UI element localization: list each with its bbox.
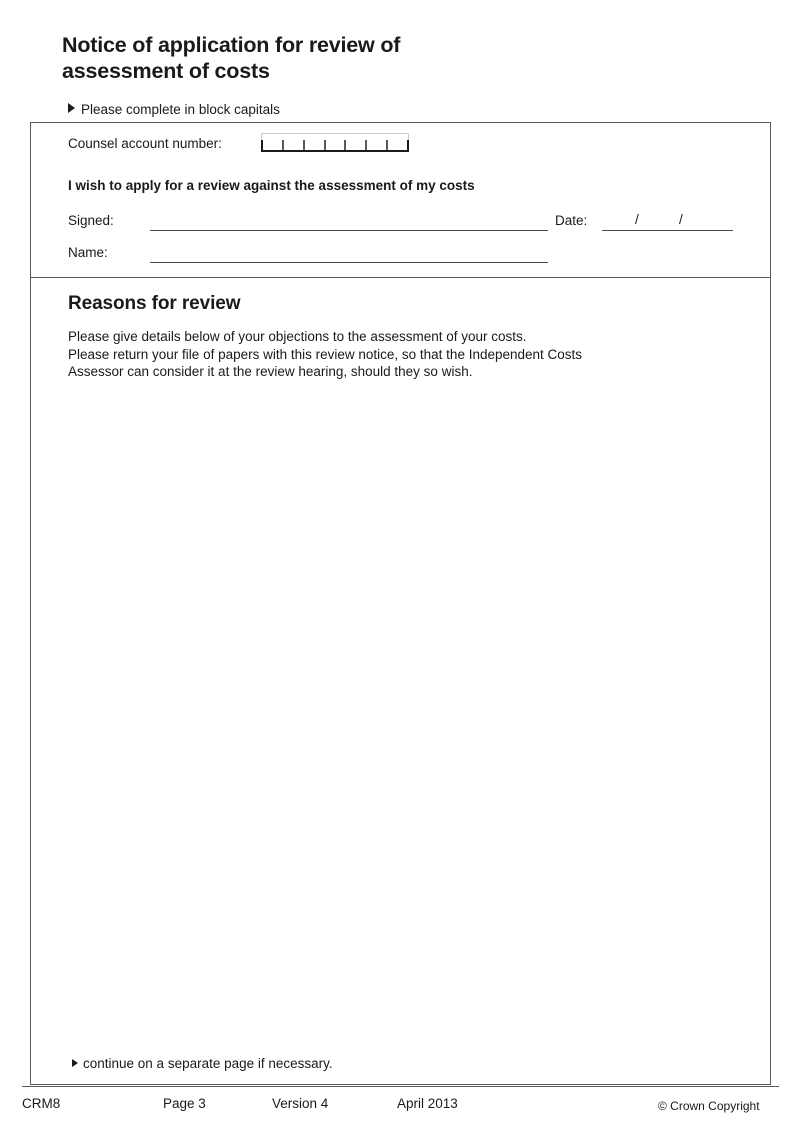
triangle-bullet-icon: [68, 103, 75, 113]
date-separator-2: /: [679, 212, 683, 227]
footer-form-code: CRM8: [22, 1096, 61, 1111]
signed-label: Signed:: [68, 213, 114, 228]
footer-date: April 2013: [397, 1096, 458, 1111]
reasons-answer-area[interactable]: [68, 390, 733, 1040]
reasons-instructions-line-1: Please give details below of your objections to the assessment of your costs.: [68, 329, 527, 344]
footer-version: Version 4: [272, 1096, 329, 1111]
reasons-for-review-heading: Reasons for review: [68, 293, 241, 314]
counsel-account-cell[interactable]: [345, 134, 366, 151]
counsel-account-number-input[interactable]: [261, 133, 409, 151]
page-title-line-2: assessment of costs: [62, 59, 270, 83]
continue-note-label: continue on a separate page if necessary.: [83, 1056, 333, 1071]
page-title-line-1: Notice of application for review of: [62, 33, 401, 57]
counsel-account-number-label: Counsel account number:: [68, 136, 222, 151]
block-capitals-instruction-label: Please complete in block capitals: [81, 102, 280, 117]
reasons-instructions-line-3: Assessor can consider it at the review hearing, should they so wish.: [68, 364, 473, 379]
counsel-account-cell[interactable]: [325, 134, 346, 151]
reasons-instructions-line-2: Please return your file of papers with this review notice, so that the Independent Costs: [68, 346, 583, 362]
reasons-instructions: [68, 328, 708, 381]
counsel-account-baseline: [261, 150, 409, 152]
counsel-account-cell[interactable]: [387, 134, 408, 151]
counsel-account-cell[interactable]: [366, 134, 387, 151]
counsel-account-cell[interactable]: [283, 134, 304, 151]
date-input[interactable]: [602, 230, 733, 231]
signed-input[interactable]: [150, 230, 548, 231]
continue-note: [72, 1055, 333, 1072]
footer-divider: [22, 1086, 779, 1087]
date-label: Date:: [555, 213, 588, 228]
block-capitals-instruction: [68, 101, 280, 118]
page-title: [62, 32, 532, 84]
counsel-account-cell[interactable]: [262, 134, 283, 151]
footer-page-number: Page 3: [163, 1096, 206, 1111]
date-separator-1: /: [635, 212, 639, 227]
footer-copyright: © Crown Copyright: [658, 1099, 760, 1113]
triangle-bullet-icon: [72, 1059, 78, 1067]
review-application-statement: I wish to apply for a review against the assessment of my costs: [68, 178, 475, 193]
section-divider: [30, 277, 771, 278]
name-label: Name:: [68, 245, 108, 260]
name-input[interactable]: [150, 262, 548, 263]
counsel-account-cell[interactable]: [304, 134, 325, 151]
